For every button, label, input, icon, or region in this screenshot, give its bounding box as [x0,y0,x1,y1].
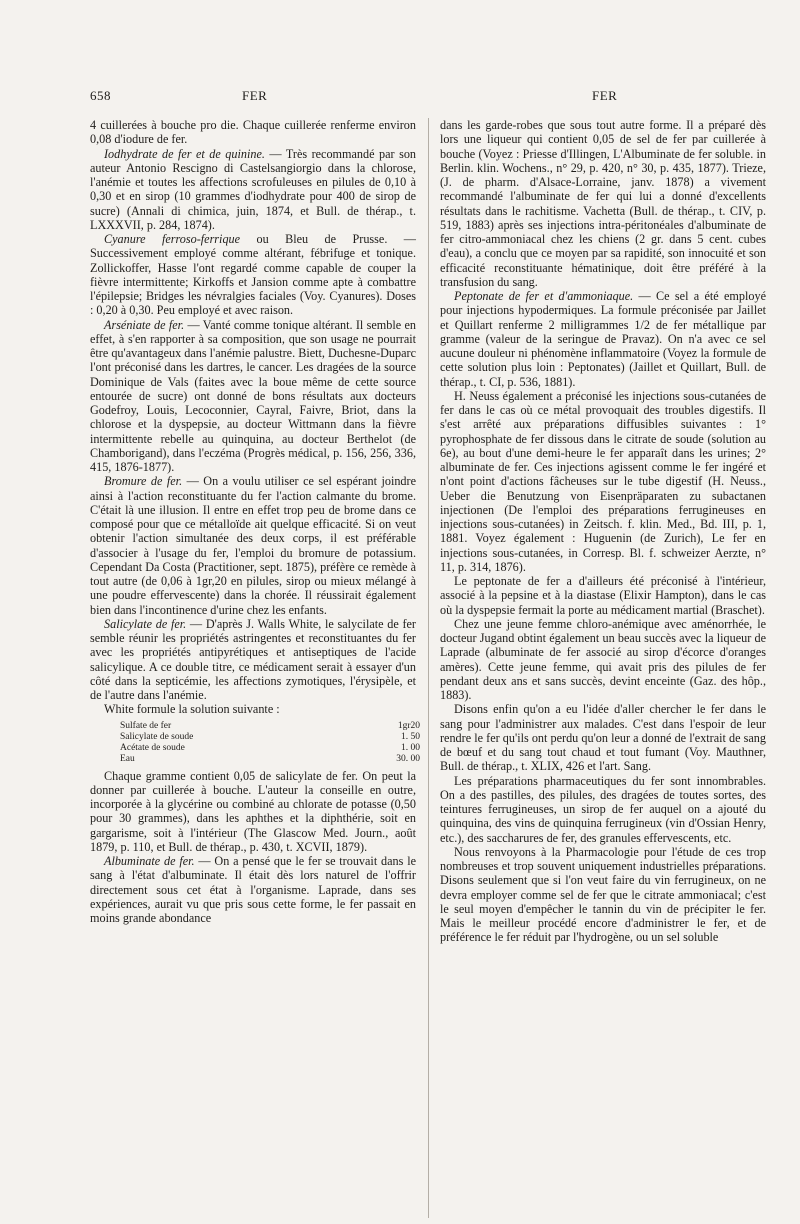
paragraph: Nous renvoyons à la Pharmacologie pour l'étude de ces trop nombreuses et trop souvent uniquement industrielles préparations. Disons seulement que si l'on veut faire du vin ferrugineux, on ne devra employer comme sel de fer que le citrate ammoniacal; c'est le seul moyen d'empêcher le tannin du vin de précipiter le fer. Mais le meilleur procédé encore d'administrer le fer, et de préférence le fer réduit par l'hydrogène, ou un sel soluble [440,844,766,945]
paragraph: White formule la solution suivante : [104,702,280,717]
paragraph: Le peptonate de fer a d'ailleurs été préconisé à l'intérieur, associé à la pepsine et à la diastase (Elixir Hampton), dans le cas où la dyspepsie fermait la porte au médicament martial (Braschet). [440,574,766,617]
column-divider [428,118,429,1218]
running-title-right: FER [592,88,618,103]
running-title-left: FER [242,88,268,103]
formula-row: Eau 30. 00 [120,753,420,764]
formula-table [120,721,420,765]
paragraph: Bromure de fer. — On a voulu utiliser ce sel espérant joindre ainsi à l'action reconstituante du fer l'action calmante du brome. C'était là une illusion. Il entre en effet trop peu de brome dans ce composé pour que ce métalloïde ait quelque efficacité. Si on veut obtenir l'action simultanée des deux corps, il est préférable d'associer à l'usage du fer, l'emploi du bromure de potassium. Cependant Da Costa (Practitioner, sept. 1875), préfère ce remède à tout autre (de 0,06 à 1gr,20 en pilules, sirop ou mieux mélangé à une poudre effervescente) dans la chorée. Il réussirait également bien dans l'incontinence d'urine chez les enfants. [90,474,416,617]
paragraph: Salicylate de fer. — D'après J. Walls White, le salycilate de fer semble réunir les propriétés astringentes et reconstituantes du fer avec les propriétés antipyrétiques et antiseptiques de l'acide salicylique. A ce double titre, ce médicament serait à essayer d'un côté dans la septicémie, les affections zymotiques, l'érysipèle, et de l'autre dans l'anémie. [90,616,416,702]
paragraph: 4 cuillerées à bouche pro die. Chaque cuillerée renferme environ 0,08 d'iodure de fer. [90,118,416,147]
entry-title: Salicylate de fer. [104,616,187,631]
entry-title: Peptonate de fer et d'ammoniaque. [454,289,634,303]
paragraph: Albuminate de fer. — On a pensé que le fer se trouvait dans le sang à l'état d'albuminate. Il était dès lors naturel de l'offrir directement sous cet état à l'organisme. Laprade, dans ses expériences, aurait vu que pris sous cette forme, le fer passait en moins grande abondance [90,854,416,925]
paragraph: Cyanure ferroso-ferrique ou Bleu de Prusse. — Successivement employé comme altérant, fébrifuge et tonique. Zollickoffer, Hasse l'ont regardé comme capable de couper la fièvre intermittente; Kirkoffs et Jansion comme apte à combattre l'épilepsie; Bridges les névralgies faciales (Voy. Cyanures). Doses : 0,20 à 0,30. Peu employé et avec raison. [90,232,416,318]
entry-title: Iodhydrate de fer et de quinine. [104,146,265,161]
entry-title: Albuminate de fer. [104,854,195,868]
paragraph: Chez une jeune femme chloro-anémique avec aménorrhée, le docteur Jugand obtint également un beau succès avec la liqueur de Laprade (albuminate de fer associé au sirop d'écorce d'oranges amères). Cette jeune femme, qui avait pris des pilules de fer pendant deux ans et sans succès, devint enceinte (Gaz. des hôp., 1883). [440,616,766,702]
entry-title: Bromure de fer. [104,474,183,489]
paragraph: dans les garde-robes que sous tout autre forme. Il a préparé dès lors une liqueur qui contient 0,05 de sel de fer par cuillerée à bouche (Voyez : Priesse d'Illingen, L'Albuminate de fer soluble. in Berlin. klin. Wochens., n° 29, p. 420, n° 30, p. 435, 1877). Trieze, (J. de pharm. d'Alsace-Lorraine, janv. 1878) a vivement recommandé l'albuminate de fer qui lui a donné d'excellents résultats dans le rachitisme. Vachetta (Bull. de thérap., t. CIV, p. 519, 1883) après ses injections intra-péritonéales d'albuminate de fer citro-ammoniacal chez les chiens (2 gr. dans 5 cent. cubes d'eau), a conclu que ce moyen par sa rapidité, son innocuité et son efficacité reconstituante hématinique, doit être préféré à la transfusion du sang. [440,118,766,289]
paragraph: Disons enfin qu'on a eu l'idée d'aller chercher le fer dans le sang pour l'administrer aux malades. C'est dans l'espoir de leur rendre le fer qu'ils ont perdu qu'on leur a donné de l'extrait de sang de bœuf et du sang tout chaud et tout fumant (Voy. Mauthner, Bull. de thérap., t. XLIX, 426 et l'art. Sang. [440,702,766,774]
entry-title: Arséniate de fer. [104,317,185,332]
formula-row: Salicylate de soude 1. 50 [120,731,420,742]
left-column [90,118,420,925]
formula-row: Sulfate de fer 1gr20 [120,720,420,731]
paragraph: Arséniate de fer. — Vanté comme tonique altérant. Il semble en effet, à s'en rapporter à sa composition, que son usage ne pourrait être qu'avantageux dans l'anémie palustre. Biett, Duchesne-Duparc l'ont préconisé dans les dartres, le cancer. Les dragées de la source Dominique de Vals (faites avec la boue même de cette source entourée de sucre) ont donné de bons résultats aux docteurs Godefroy, Louis, Lecoconnier, Cayral, Faivre, Briot, dans la chlorose et la dyspepsie, au docteur Wittmann dans la fièvre intermittente rebelle au quinquina, au docteur Berthelot (de Chamborigand), dans l'eczéma (Progrès médical, p. 156, 256, 336, 415, 1876-1877). [90,317,416,474]
page-number: 658 [90,88,111,103]
paragraph: H. Neuss également a préconisé les injections sous-cutanées de fer dans le cas où ce métal provoquait des troubles digestifs. Il s'est arrêté aux préparations diffusibles suivantes : 1° pyrophosphate de fer dissous dans le citrate de soude (solution au 6e), au bout d'une demi-heure le fer apparaît dans les urines; 2° albuminate de fer. Ces injections agissent comme le fer ingéré et n'ont point d'actions fâcheuses sur le tube digestif (H. Neuss., Ueber die Benutzung von Eisenpräparaten zu subactanen injectionen (De l'emploi des préparations ferrugineuses en injections sous-cutanées) in Zeitsch. f. klin. Med., Bd. III, p. 1, 1881. Voyez également : Huguenin (de Zurich), Le fer en injections sous-cutanées, in Corresp. Bl. f. schweizer Aerzte, n° 11, p. 314, 1876). [440,388,766,574]
formula-row: Acétate de soude 1. 00 [120,742,420,753]
entry-title: Cyanure ferroso-ferrique [104,232,241,246]
paragraph: Les préparations pharmaceutiques du fer sont innombrables. On a des pastilles, des pilules, des dragées de toutes sortes, des teintures ferrugineuses, un sirop de fer auquel on a ajouté du quinquina, des vins de quinquina ferrugineux (vin d'Ossian Henry, etc.), des saccharures de fer, des granules effervescents, etc. [440,773,766,845]
running-header [90,88,760,108]
paragraph: Chaque gramme contient 0,05 de salicylate de fer. On peut la donner par cuillerée à bouche. L'auteur la conseille en outre, incorporée à la glycérine ou combiné au chlorate de potasse (0,50 pour 30 grammes), dans les aphthes et la diphthérie, soit en gargarisme, soit à l'intérieur (The Glascow Med. Journ., août 1879, p. 110, et Bull. de thérap., p. 430, t. XCVII, 1879). [90,768,416,854]
paragraph: Iodhydrate de fer et de quinine. — Très recommandé par son auteur Antonio Rescigno di Castelsangiorgio dans la chlorose, l'anémie et toutes les affections scrofuleuses en pilules de 0,10 à 0,30 et en sirop (10 grammes d'iodhydrate pour 400 de sirop de sucre) (Annali di chimica, juin, 1874, et Bull. de thérap., t. LXXXVII, p. 284, 1874). [90,146,417,232]
paragraph: Peptonate de fer et d'ammoniaque. — Ce sel a été employé pour injections hypodermiques. La formule préconisée par Jaillet et Quillart renferme 2 milligrammes 1/2 de fer métallique par gramme (valeur de la seringue de Pravaz). On n'a avec ce sel aucune douleur ni phénomène inflammatoire (Voyez la formule de cette solution plus loin : Peptonates) (Jaillet et Quillart, Bull. de thérap., t. CI, p. 536, 1881). [440,289,766,389]
right-column [440,118,766,945]
